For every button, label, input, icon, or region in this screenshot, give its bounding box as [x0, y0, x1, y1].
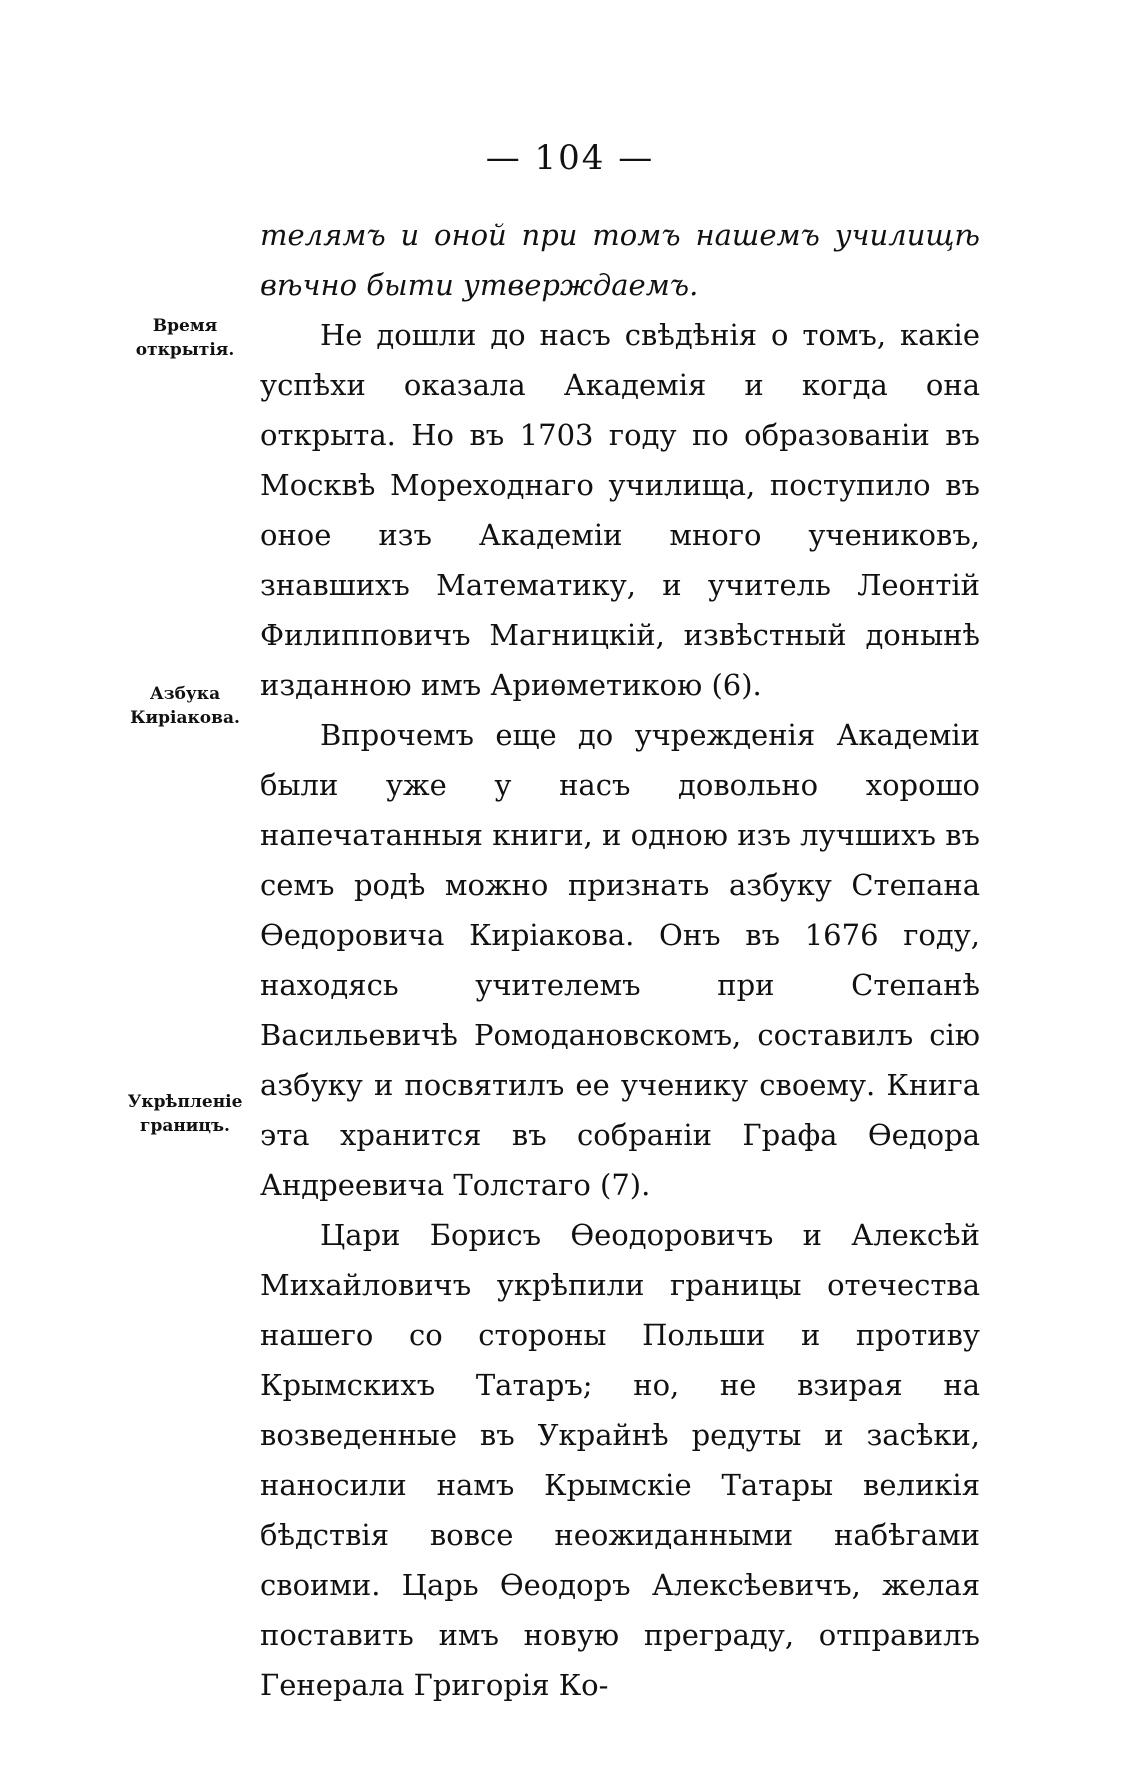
paragraph-borders: Цари Борисъ Ѳеодоровичъ и Алексѣй Михайловичъ укрѣпили границы отечества нашего со стороны Польши и противу Крымскихъ Татаръ; но, не взирая на возведенные въ Украйнѣ редуты и засѣки, наносили намъ Крымскіе Татары великія бѣдствія вовсе неожиданными набѣгами своими. Царь Ѳеодоръ Алексѣевичъ, желая поставить имъ новую преграду, отправилъ Генерала Григорія Ко- [260, 1218, 980, 1702]
paragraph-continuation: телямъ и оной при томъ нашемъ училищѣ вѣчно быти утверждаемъ. [260, 218, 980, 302]
page-number: — 104 — [485, 138, 655, 178]
margin-note-opening-time: Время открытія. [135, 316, 235, 360]
paragraph-academy: Не дошли до насъ свѣдѣнія о томъ, какіе успѣхи оказала Академія и когда она открыта. Но въ 1703 году по образованіи въ Москвѣ Мореходнаго училища, поступило въ оное изъ Академіи много учениковъ, знавшихъ Математику, и учитель Леонтій Филипповичъ Магницкій, извѣстный донынѣ изданною имъ Ариѳметикою (6). [260, 318, 980, 702]
margin-note-kiriakov-primer: Азбука Киріакова. [130, 684, 240, 728]
margin-note-border-fortification: Укрѣпленіе границъ. [127, 1092, 243, 1136]
paragraph-primer: Впрочемъ еще до учрежденія Академіи были уже у насъ довольно хорошо напечатанныя книги, и одною изъ лучшихъ въ семъ родѣ можно признать азбуку Степана Ѳедоровича Киріакова. Онъ въ 1676 году, находясь учителемъ при Степанѣ Васильевичѣ Ромодановскомъ, составилъ сію азбуку и посвятилъ ее ученику своему. Книга эта хранится въ собраніи Графа Ѳедора Андреевича Толстаго (7). [260, 718, 980, 1202]
main-text [260, 210, 980, 1710]
